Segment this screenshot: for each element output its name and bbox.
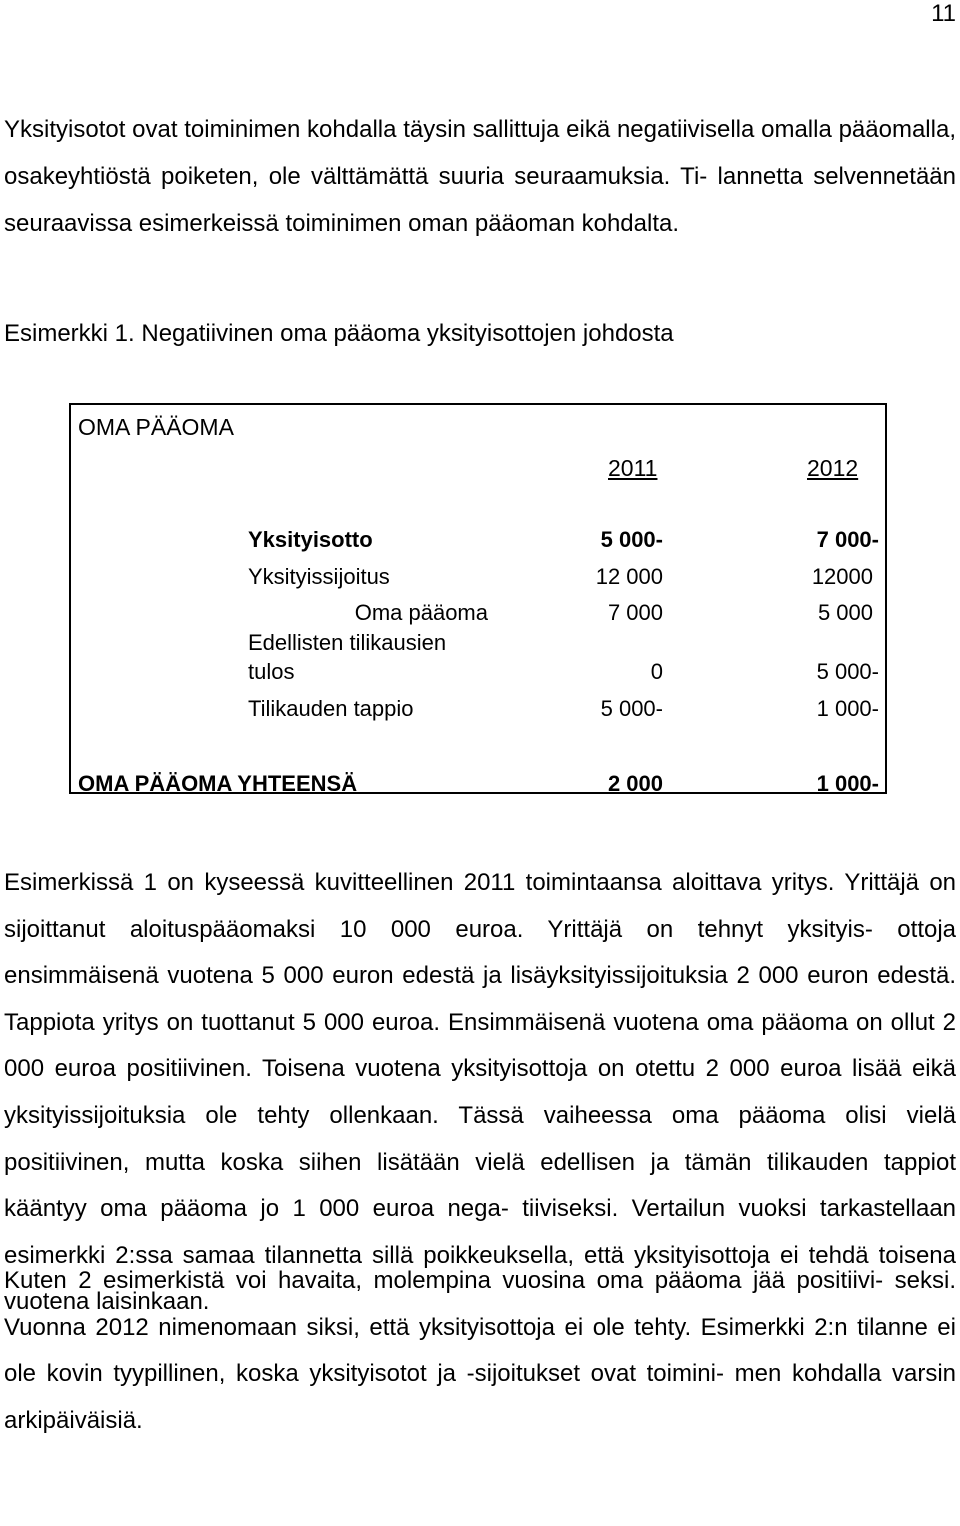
conclusion-paragraph <box>4 1258 956 1444</box>
text-line: on otettu 2 000 euroa lisää eikä yksityissijoituksia ole tehty ollenkaan. Tässä <box>4 1055 956 1129</box>
row-value-2012: 5 000- <box>816 659 879 684</box>
total-value-2012: 1 000- <box>816 771 879 796</box>
explanation-paragraph <box>4 860 956 1326</box>
year-header-2012: 2012 <box>807 455 859 481</box>
row-label-line2: tulos <box>248 659 295 684</box>
intro-line: lannetta selvennetään seuraavissa esimerkeissä toiminimen oman pääoman <box>4 163 956 237</box>
row-value-2012: 5 000 <box>817 600 873 625</box>
row-value-2011: 5 000- <box>600 696 663 721</box>
text-line: seksi. Vuonna 2012 nimenomaan siksi, että yksityisottoja ei ole tehty. Esimerkki <box>4 1267 956 1341</box>
text-line: vaiheessa oma pääoma olisi vielä positiivinen, mutta koska siihen lisätään vielä <box>4 1101 956 1176</box>
row-value-2012: 1 000- <box>816 696 879 721</box>
row-label: Yksityissijoitus <box>248 564 390 589</box>
row-label: Oma pääoma <box>354 600 488 625</box>
row-value-2011: 5 000- <box>600 527 663 552</box>
total-value-2011: 2 000 <box>607 771 663 796</box>
text-line: Yrittäjä on sijoittanut aloituspääomaksi 10 000 euroa. Yrittäjä on tehnyt yksityis- <box>4 869 957 943</box>
intro-line: kohdalta. <box>581 210 680 237</box>
text-line: Kuten 2 esimerkistä voi havaita, molempina vuosina oma pääoma jää positiivi- <box>4 1267 884 1294</box>
row-label-line1: Edellisten tilikausien <box>248 630 447 655</box>
table-title: OMA PÄÄOMA <box>78 414 234 440</box>
intro-line: pääomalla, osakeyhtiöstä poiketen, ole välttämättä suuria seuraamuksia. Ti- <box>4 116 956 190</box>
row-value-2012: 12000 <box>811 564 873 589</box>
text-line: Esimerkissä 1 on kyseessä kuvitteellinen 2011 toimintaansa aloittava yritys. <box>4 869 835 896</box>
year-header-2011: 2011 <box>608 455 658 481</box>
text-line: oma pääoma on ollut 2 000 euroa positiivinen. Toisena vuotena yksityisottoja <box>4 1008 957 1083</box>
intro-line: Yksityisotot ovat toiminimen kohdalla täysin sallittuja eikä negatiivisella omalla <box>4 116 832 143</box>
text-line: euron edestä. Tappiota yritys on tuottanut 5 000 euroa. Ensimmäisenä vuotena <box>4 962 957 1036</box>
intro-paragraph <box>4 106 956 247</box>
row-value-2011: 0 <box>650 659 663 684</box>
equity-table <box>69 403 887 794</box>
row-label: Yksityisotto <box>248 527 373 552</box>
example-heading: Esimerkki 1. Negatiivinen oma pääoma yksityisottojen johdosta <box>4 320 674 347</box>
row-value-2011: 7 000 <box>607 600 663 625</box>
text-line: 2:n tilanne ei ole kovin tyypillinen, koska yksityisotot ja -sijoitukset ovat toimini- <box>4 1313 956 1388</box>
total-label: OMA PÄÄOMA YHTEENSÄ <box>78 771 358 796</box>
row-value-2012: 7 000- <box>816 527 879 552</box>
page-number: 11 <box>931 0 956 27</box>
text-line: tiiviseksi. Vertailun vuoksi tarkastellaan esimerkki 2:ssa samaa tilannetta sillä <box>4 1195 957 1269</box>
row-value-2011: 12 000 <box>595 564 663 589</box>
text-line: ottoja ensimmäisenä vuotena 5 000 euron edestä ja lisäyksityissijoituksia 2 000 <box>4 915 957 990</box>
row-label: Tilikauden tappio <box>248 696 414 721</box>
text-line: men kohdalla varsin arkipäiväisiä. <box>4 1360 956 1434</box>
text-line: poikkeuksella, että yksityisottoja ei tehdä toisena vuotena laisinkaan. <box>4 1241 957 1316</box>
text-line: edellisen ja tämän tilikauden tappiot kääntyy oma pääoma jo 1 000 euroa nega- <box>4 1148 957 1223</box>
